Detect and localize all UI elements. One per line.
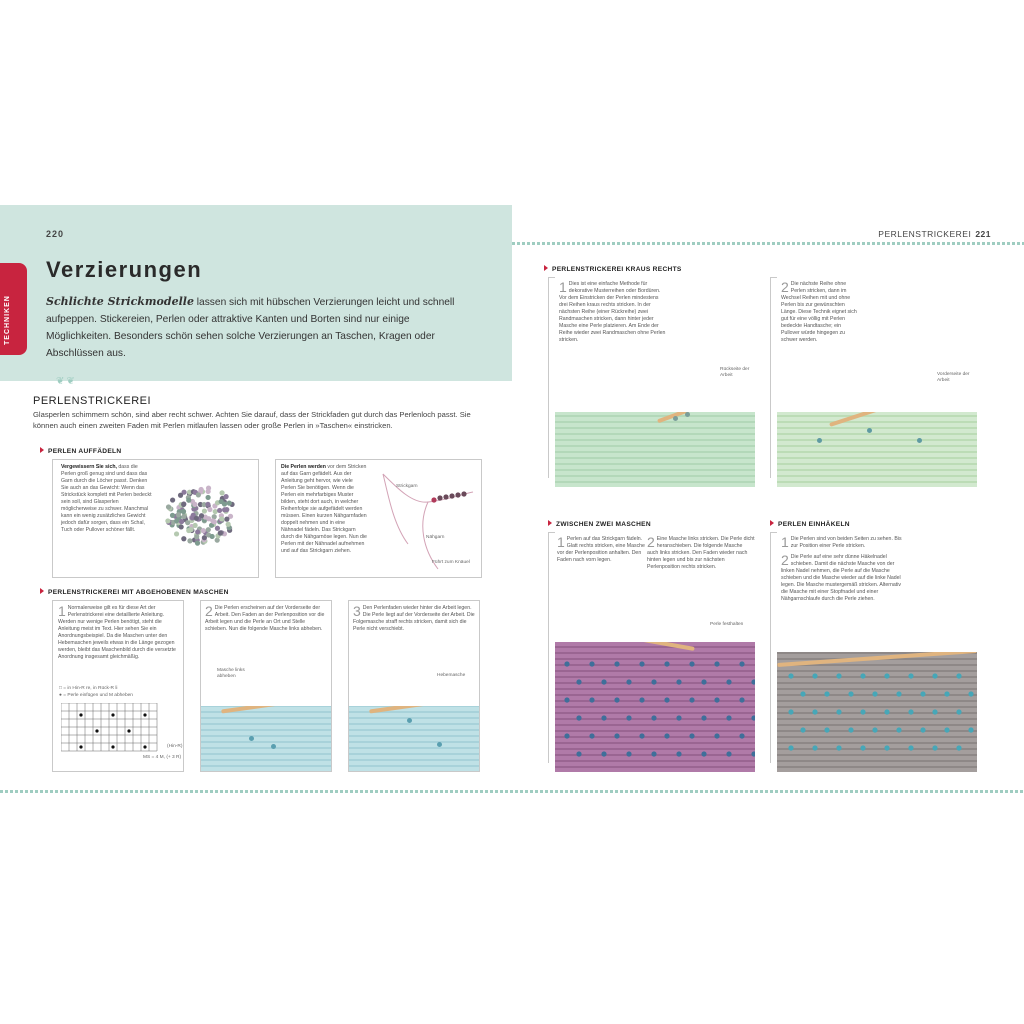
subheading-perlen-auffaedeln: PERLEN AUFFÄDELN bbox=[40, 447, 121, 455]
photo-step3 bbox=[349, 706, 479, 771]
photo-zwischen bbox=[555, 642, 755, 772]
decorative-border-bottom bbox=[0, 790, 1024, 793]
kraus-step2 bbox=[777, 277, 977, 487]
label-perle-festhalten: Perle festhalten bbox=[710, 622, 744, 627]
page-number-left: 220 bbox=[46, 229, 65, 239]
k2-text: 2 Die nächste Reihe ohne Perlen stricken, dann im Wechsel Reihen mit und ohne Perlen bis zur gewünschten Länge. Diese Technik eignet sich gut für eine völlig mit Perlen bedeckte Handtasche; ein Pullover würde hingegen zu schwer werden. bbox=[781, 279, 857, 343]
step1-text: 1 Normalerweise gilt es für diese Art der Perlenstrickerei eine detaillierte Anleitung. Werden nur wenige Perlen benötigt, steht die Anleitung meist im Text. Hier sehen Sie ein Anordnungsbeispiel. Da die Maschen unter den Hebemaschen jeweils etwas in die Länge gezogen werden, bleibt das Maschenbild durch die versetzte Anordnung insgesamt gleichmäßig. bbox=[58, 603, 176, 660]
page-title: Verzierungen bbox=[46, 257, 203, 282]
section-title: PERLENSTRICKEREI bbox=[33, 395, 152, 407]
step3-panel bbox=[348, 600, 480, 772]
box-perlen-pruefen bbox=[52, 459, 259, 578]
einhaekeln-panel bbox=[777, 532, 977, 772]
zwischen-panel bbox=[555, 532, 755, 772]
photo-einhaekeln bbox=[777, 652, 977, 772]
chart-repeat-note: MS = 4 M, (+ 3 R) bbox=[143, 755, 182, 760]
k1-text: 1 Dies ist eine einfache Methode für dekorative Musterreihen oder Bordüren. Vor dem Einstricken der Perlen mindestens drei Reihen kraus rechts stricken. In der nächsten Reihe (einer Rückreihe) zwei Randmaschen stricken, dann hinter jeder Masche eine Perle platzieren. Am Ende der Reihe wieder zwei Randmaschen ohne Perlen stricken. bbox=[559, 279, 666, 343]
label-masche-links-abheben: Masche links abheben bbox=[217, 668, 245, 679]
section-text: Glasperlen schimmern schön, sind aber recht schwer. Achten Sie darauf, dass der Strickfaden gut durch das Perlenloch passt. Sie können auch einen zweiten Faden mit Perlen mitlaufen lassen oder große Perlen in »Taschen« einstricken. bbox=[33, 410, 471, 430]
z1-text: 1 Perlen auf das Strickgarn fädeln. Glatt rechts stricken, eine Masche vor der Perlenposition anhalten. Den Faden nach vorn legen. bbox=[557, 534, 645, 563]
intro-paragraph bbox=[46, 293, 476, 362]
step1-panel bbox=[52, 600, 184, 772]
stitch-chart bbox=[61, 703, 171, 753]
legend-knit: □ = in Hin-R re, in Rück-R li bbox=[59, 686, 118, 691]
side-tab bbox=[0, 263, 27, 355]
intro-text: lassen sich mit hübschen Verzierungen leicht und schnell aufpeppen. Stickereien, Perlen oder attraktive Kanten und Borten sind nur einige Möglichkeiten. Besonders schön sehen solche Verzierungen an Taschen, Kragen oder Abschlüssen aus. bbox=[46, 297, 455, 359]
grey-beads bbox=[777, 652, 977, 772]
label-naehgarn: Nähgarn bbox=[426, 535, 445, 540]
intro-lead: Schlichte Strickmodelle bbox=[46, 295, 194, 308]
photo-kraus2 bbox=[777, 412, 977, 487]
label-hebemasche: Hebemasche bbox=[437, 673, 466, 678]
h2-text: 2 Die Perle auf eine sehr dünne Häkelnadel schieben. Damit die nächste Masche von der linken Nadel nehmen, die Perle auf die Masche schieben und die Masche wieder auf die linke Nadel legen. Die Masche mustergemäß stricken. Alternativ die Masche mit einer Stopfnadel und einer Nähgarnschlaufe durch die Perle ziehen. bbox=[781, 552, 901, 602]
box1-text: Vergewissern Sie sich, dass die Perlen groß genug sind und dass das Garn durch die Löcher passt. Denken Sie auch an das Gewicht: Wenn das Strickstück komplett mit Perlen bedeckt sein soll, sind Glasperlen möglicherweise zu schwer. Manchmal kann ein wenig zusätzliches Gewicht jedoch dafür sorgen, dass ein Schal, Tuch oder Pullover schöner fällt. bbox=[61, 464, 152, 533]
label-vorderseite: Vorderseite der Arbeit bbox=[937, 372, 970, 383]
z2-text: 2 Eine Masche links stricken. Die Perle dicht heranschieben. Die folgende Masche auch links stricken. Den Faden wieder nach hinten legen und bis zur nächsten Perlenposition rechts stricken. bbox=[647, 534, 755, 570]
threading-diagram bbox=[368, 464, 478, 574]
bead-pile-image bbox=[156, 470, 246, 565]
box2-text: Die Perlen werden vor dem Stricken auf das Garn gefädelt. Aus der Anleitung geht hervor, wie viele Perlen Sie benötigen. Wenn die Perlen ein mehrfarbiges Muster bilden, steht dort auch, in welcher Reihenfolge sie aufgefädelt werden müssen. Einen kurzen Nähgarnfaden doppelt nehmen und in eine Nähnadel fädeln. Das Strickgarn durch die Nähgarnöse legen. Nun die Perlen mit der Nähnadel aufnehmen und auf das Strickgarn ziehen. bbox=[281, 464, 367, 554]
subheading-perlen-einhaekeln: PERLEN EINHÄKELN bbox=[770, 520, 850, 528]
page-number-right: 221 bbox=[975, 229, 991, 239]
subheading-zwischen-zwei-maschen: ZWISCHEN ZWEI MASCHEN bbox=[548, 520, 651, 528]
chart-row-label: (Hin-R) bbox=[167, 744, 183, 749]
purple-beads bbox=[555, 642, 755, 772]
step2-text: 2 Die Perlen erscheinen auf der Vorderseite der Arbeit. Den Faden an der Perlenposition vor die Arbeit legen und die Perle an Ort und Stelle schieben. Nun die folgende Masche links abheben. bbox=[205, 603, 325, 632]
subheading-abgehobene-maschen: PERLENSTRICKEREI MIT ABGEHOBENEN MASCHEN bbox=[40, 588, 229, 596]
box-perlen-auffaedeln bbox=[275, 459, 482, 578]
leaf-ornament-icon: ❦❦ bbox=[56, 376, 77, 387]
step3-text: 3 Den Perlenfaden wieder hinter die Arbeit legen. Die Perle liegt auf der Vorderseite der Arbeit. Die Folgemasche straff rechts stricken, damit sich die Perle nicht verschiebt. bbox=[353, 603, 475, 632]
decorative-border-top bbox=[512, 242, 1024, 245]
label-rueckseite: Rückseite der Arbeit bbox=[720, 367, 750, 378]
subheading-kraus-rechts: PERLENSTRICKEREI KRAUS RECHTS bbox=[544, 265, 682, 273]
label-fuehrt-zum-knaeuel: Führt zum Knäuel bbox=[432, 560, 470, 565]
step2-panel bbox=[200, 600, 332, 772]
h1-text: 1 Die Perlen sind von beiden Seiten zu sehen. Bis zur Position einer Perle stricken. bbox=[781, 534, 902, 550]
side-tab-label: TECHNIKEN bbox=[4, 295, 11, 345]
kraus-step1 bbox=[555, 277, 755, 487]
book-spread bbox=[0, 205, 1024, 805]
photo-kraus1 bbox=[555, 412, 755, 487]
running-head: PERLENSTRICKEREI 221 bbox=[878, 229, 991, 239]
label-strickgarn: Strickgarn bbox=[396, 484, 418, 489]
legend-bead: ● = Perle einfügen und M abheben bbox=[59, 693, 133, 698]
photo-step2 bbox=[201, 706, 331, 771]
